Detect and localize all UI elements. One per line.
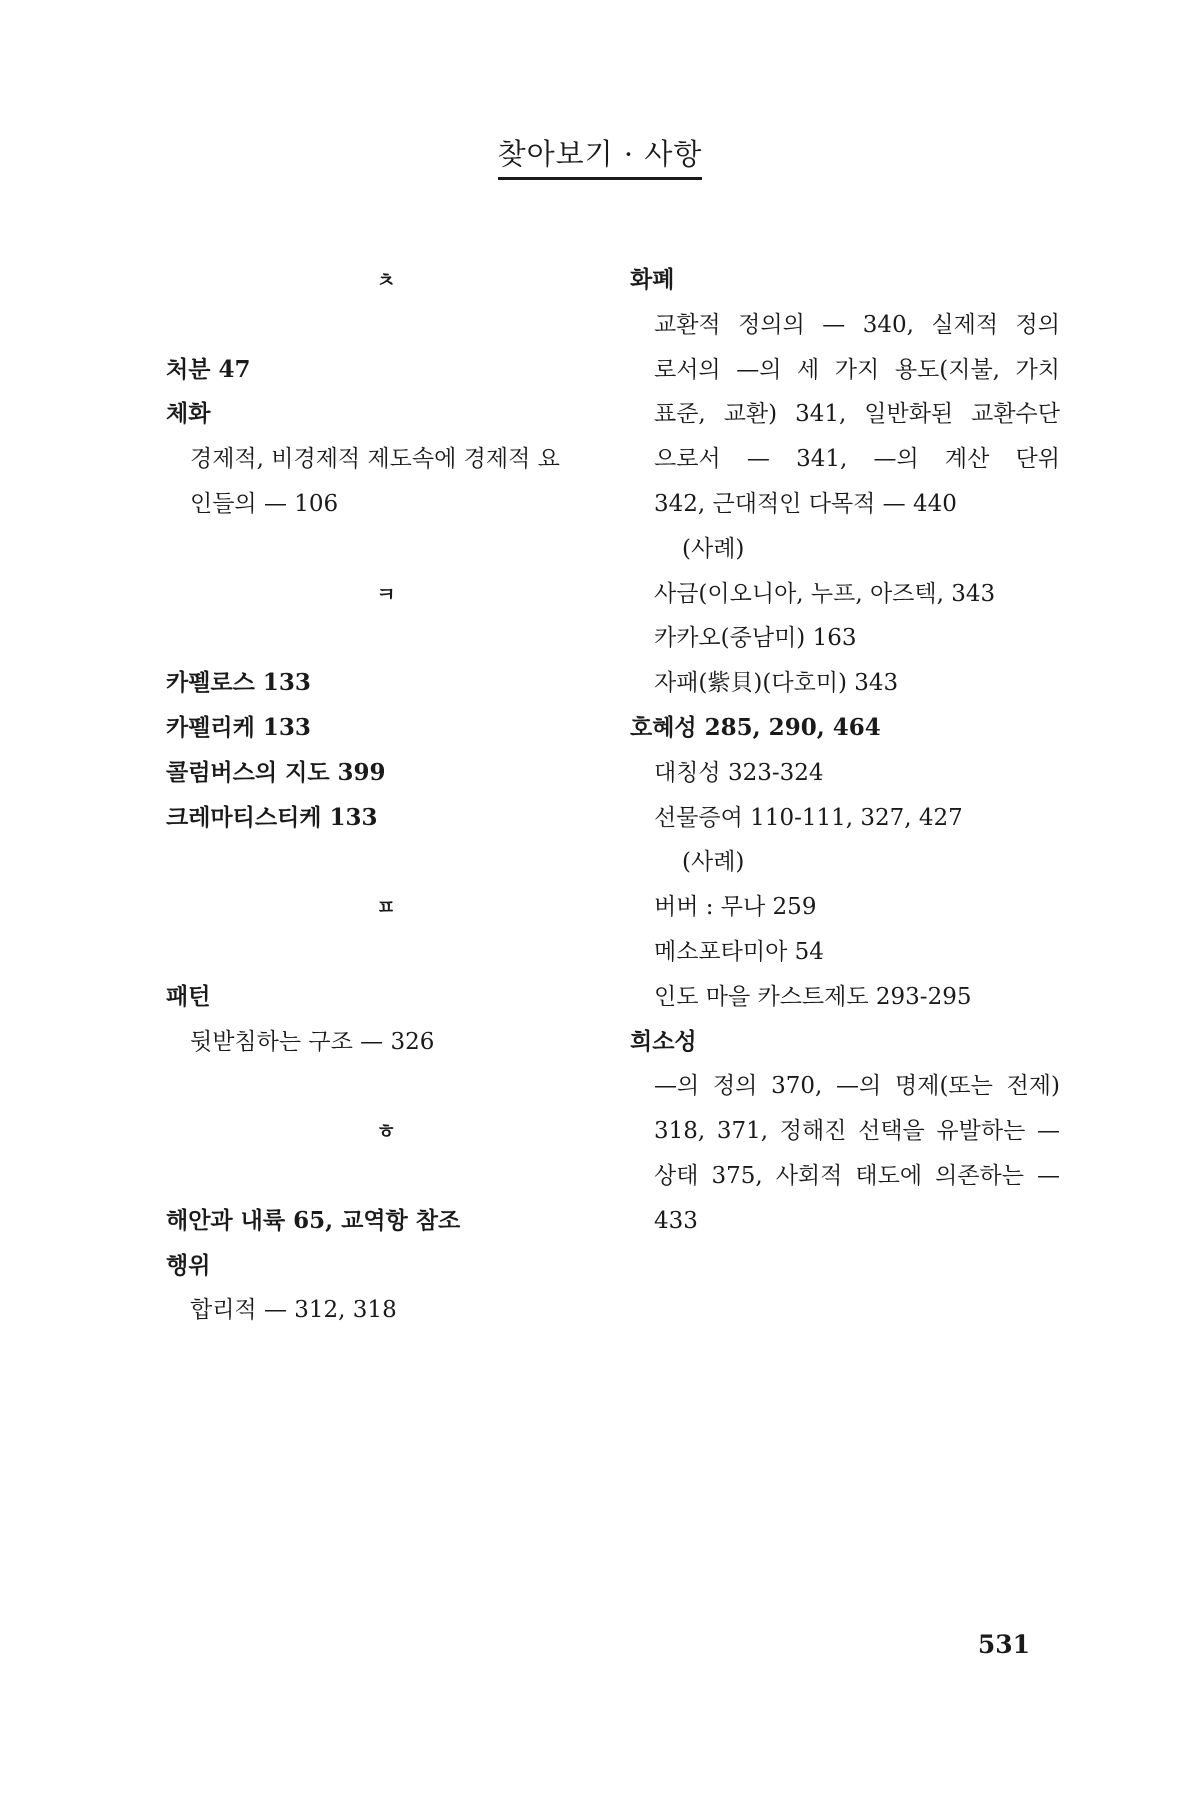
index-entry-subline: 으로서 — 341, —의 계산 단위 — [654, 446, 1060, 473]
index-section-letter: ㅋ — [376, 581, 396, 606]
index-entry-heading: 카펠리케 133 — [166, 713, 311, 741]
index-entry-subline: —의 정의 370, —의 명제(또는 전제) — [654, 1073, 1060, 1100]
index-spacer — [166, 303, 606, 348]
index-entry-subline: 표준, 교환) 341, 일반화된 교환수단 — [654, 401, 1060, 428]
page-title — [0, 132, 1200, 180]
index-entry-subline: 합리적 — 312, 318 — [190, 1297, 397, 1324]
index-entry-heading: 패턴 — [166, 982, 211, 1010]
page-number: 531 — [977, 1630, 1030, 1659]
index-entry-subline: 318, 371, 정해진 선택을 유발하는 — — [654, 1118, 1060, 1145]
index-entry-heading: 화폐 — [630, 266, 675, 293]
index-entry-subline: 로서의 —의 세 가지 용도(지불, 가치 — [654, 356, 1060, 383]
index-column-left — [166, 258, 606, 1333]
index-entry-subline: 인들의 — 106 — [190, 490, 339, 517]
index-entry-heading: 처분 47 — [166, 355, 251, 383]
index-entry-subline: 뒷받침하는 구조 — 326 — [190, 1028, 435, 1055]
index-entry-heading: 체화 — [166, 400, 211, 428]
index-entry-note: (사례) — [682, 849, 745, 876]
index-entry-heading: 카펠로스 133 — [166, 669, 311, 697]
index-entry-heading: 크레마티스티케 133 — [166, 803, 378, 831]
index-entry-note: (사례) — [682, 535, 745, 562]
index-entry-heading: 해안과 내륙 65, 교역항 참조 — [166, 1206, 461, 1234]
index-spacer — [166, 616, 606, 661]
index-entry-subline: 버버 : 무나 259 — [654, 894, 817, 921]
index-section-letter: ㅊ — [376, 268, 396, 292]
index-spacer — [166, 840, 606, 885]
index-entry-subline: 대칭성 323-324 — [654, 759, 824, 786]
index-section-letter: ㅍ — [376, 895, 396, 920]
page-title-text: 찾아보기 · 사항 — [498, 132, 703, 180]
index-entry-heading: 희소성 — [630, 1027, 697, 1055]
index-entry-heading: 행위 — [166, 1251, 211, 1279]
index-spacer — [166, 930, 606, 975]
index-entry-subline: 342, 근대적인 다목적 — 440 — [654, 490, 957, 517]
index-entry-subline: 상태 375, 사회적 태도에 의존하는 — — [654, 1162, 1060, 1189]
index-spacer — [166, 527, 606, 572]
index-entry-subline: 선물증여 110-111, 327, 427 — [654, 804, 963, 831]
index-entry-heading: 콜럼버스의 지도 399 — [166, 758, 386, 786]
index-entry-subline: 경제적, 비경제적 제도속에 경제적 요 — [190, 446, 560, 473]
index-column-right — [630, 258, 1060, 1244]
index-entry-subline: 카카오(중남미) 163 — [654, 625, 857, 652]
index-section-letter: ㅎ — [376, 1119, 396, 1144]
index-spacer — [166, 1154, 606, 1199]
index-entry-subline: 사금(이오니아, 누프, 아즈텍, 343 — [654, 580, 996, 607]
index-entry-subline: 자패(紫貝)(다호미) 343 — [654, 670, 899, 697]
index-entry-subline: 433 — [654, 1207, 698, 1234]
index-entry-subline: 메소포타미아 54 — [654, 938, 824, 965]
index-entry-subline: 인도 마을 카스트제도 293-295 — [654, 983, 972, 1010]
index-entry-subline: 교환적 정의의 — 340, 실제적 정의 — [654, 311, 1060, 338]
index-spacer — [166, 1064, 606, 1109]
index-entry-heading: 호혜성 285, 290, 464 — [630, 713, 881, 741]
